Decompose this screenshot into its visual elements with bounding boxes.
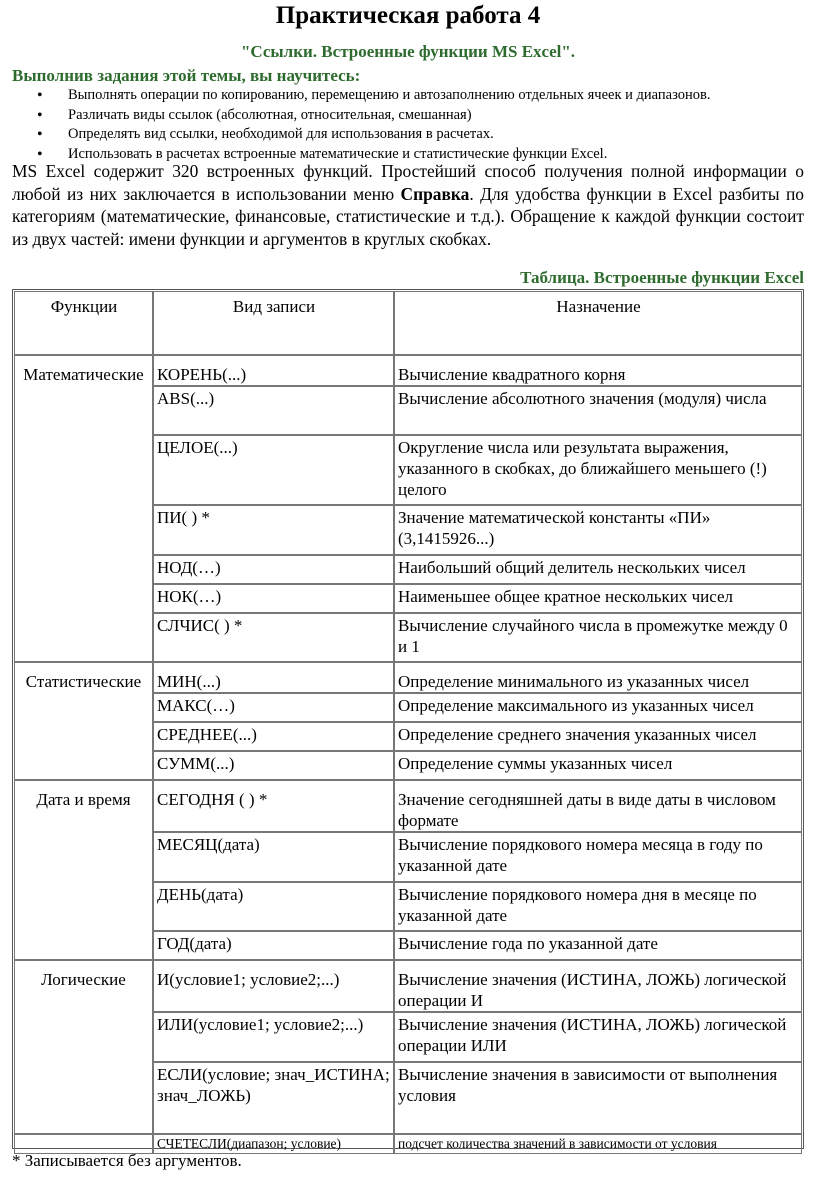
intro-paragraph (12, 160, 804, 250)
goal-item: • Определять вид ссылки, необходимой для использования в расчетах. (0, 125, 710, 145)
page-title: Практическая работа 4 (275, 2, 541, 29)
table-caption: Таблица. Встроенные функции Excel (520, 268, 804, 287)
description-cell: Вычисление значения в зависимости от выполнения условия (394, 1062, 802, 1134)
description-cell: Определение суммы указанных чисел (394, 751, 802, 780)
intro-text-part2: . Для удобства функции в Excel разбиты по категориям (математические, финансовые, статистические и т.д.). Обращение к каждой функции состоит из двух частей: имени функции и аргументов в круглых скобках. (12, 183, 804, 249)
function-cell: ЦЕЛОЕ(...) (153, 435, 394, 505)
function-cell: ПИ( ) * (153, 505, 394, 555)
category-math: Математические (14, 355, 153, 662)
goals-list (0, 86, 710, 164)
description-cell: Вычисление случайного числа в промежутке между 0 и 1 (394, 613, 802, 662)
function-cell: ABS(...) (153, 386, 394, 435)
function-cell: СЕГОДНЯ ( ) * (153, 780, 394, 832)
category-statistical: Статистические (14, 662, 153, 780)
table-header-row (14, 291, 802, 355)
description-cell: Вычисление порядкового номера дня в месяце по указанной дате (394, 882, 802, 931)
function-cell: НОД(…) (153, 555, 394, 584)
function-cell: ГОД(дата) (153, 931, 394, 960)
description-cell: Значение математической константы «ПИ» (3,1415926...) (394, 505, 802, 555)
description-cell: Вычисление абсолютного значения (модуля) числа (394, 386, 802, 435)
functions-table (14, 291, 802, 1154)
description-cell: Значение сегодняшней даты в виде даты в числовом формате (394, 780, 802, 832)
function-cell: МАКС(…) (153, 693, 394, 722)
description-cell: Определение среднего значения указанных чисел (394, 722, 802, 751)
category-logical: Логические (14, 960, 153, 1134)
table-row (14, 960, 802, 1012)
header-functions: Функции (14, 291, 153, 355)
description-cell: Вычисление значения (ИСТИНА, ЛОЖЬ) логической операции И (394, 960, 802, 1012)
function-cell: И(условие1; условие2;...) (153, 960, 394, 1012)
goal-item: • Выполнять операции по копированию, перемещению и автозаполнению отдельных ячеек и диапазонов. (0, 86, 710, 106)
description-cell: Наименьшее общее кратное нескольких чисел (394, 584, 802, 613)
goal-item: • Различать виды ссылок (абсолютная, относительная, смешанная) (0, 106, 710, 126)
description-cell: Наибольший общий делитель нескольких чисел (394, 555, 802, 584)
function-cell: ИЛИ(условие1; условие2;...) (153, 1012, 394, 1062)
table-row (14, 355, 802, 386)
description-cell: Вычисление квадратного корня (394, 355, 802, 386)
description-cell: Определение минимального из указанных чисел (394, 662, 802, 693)
function-cell: МИН(...) (153, 662, 394, 693)
intro-help-menu: Справка (400, 183, 470, 204)
header-purpose: Назначение (394, 291, 802, 355)
header-syntax: Вид записи (153, 291, 394, 355)
function-cell: СРЕДНЕЕ(...) (153, 722, 394, 751)
category-datetime: Дата и время (14, 780, 153, 960)
function-cell: ЕСЛИ(условие; знач_ИСТИНА; знач_ЛОЖЬ) (153, 1062, 394, 1134)
function-cell: НОК(…) (153, 584, 394, 613)
footnote: * Записывается без аргументов. (12, 1151, 242, 1170)
learn-heading: Выполнив задания этой темы, вы научитесь: (12, 66, 361, 85)
goal-item: • Использовать в расчетах встроенные математические и статистические функции Excel. (0, 145, 710, 165)
description-cell: Округление числа или результата выражения, указанного в скобках, до ближайшего меньшего (!) целого (394, 435, 802, 505)
function-cell: ДЕНЬ(дата) (153, 882, 394, 931)
description-cell: Определение максимального из указанных чисел (394, 693, 802, 722)
function-cell: СУММ(...) (153, 751, 394, 780)
page-subtitle: "Ссылки. Встроенные функции MS Excel". (240, 42, 576, 61)
table-row (14, 662, 802, 693)
description-cell: Вычисление порядкового номера месяца в году по указанной дате (394, 832, 802, 882)
table-row (14, 780, 802, 832)
description-cell: Вычисление значения (ИСТИНА, ЛОЖЬ) логической операции ИЛИ (394, 1012, 802, 1062)
function-cell: СЛЧИС( ) * (153, 613, 394, 662)
function-cell: КОРЕНЬ(...) (153, 355, 394, 386)
description-cell: Вычисление года по указанной дате (394, 931, 802, 960)
intro-text-part1: MS Excel содержит 320 встроенных функций. Простейший способ получения полной информации о любой из них заключается в использовании меню (12, 161, 804, 204)
function-cell: МЕСЯЦ(дата) (153, 832, 394, 882)
description-cell: подсчет количества значений в зависимости от условия (394, 1134, 802, 1154)
function-cell: СЧЕТЕСЛИ(диапазон; условие) (153, 1134, 394, 1154)
